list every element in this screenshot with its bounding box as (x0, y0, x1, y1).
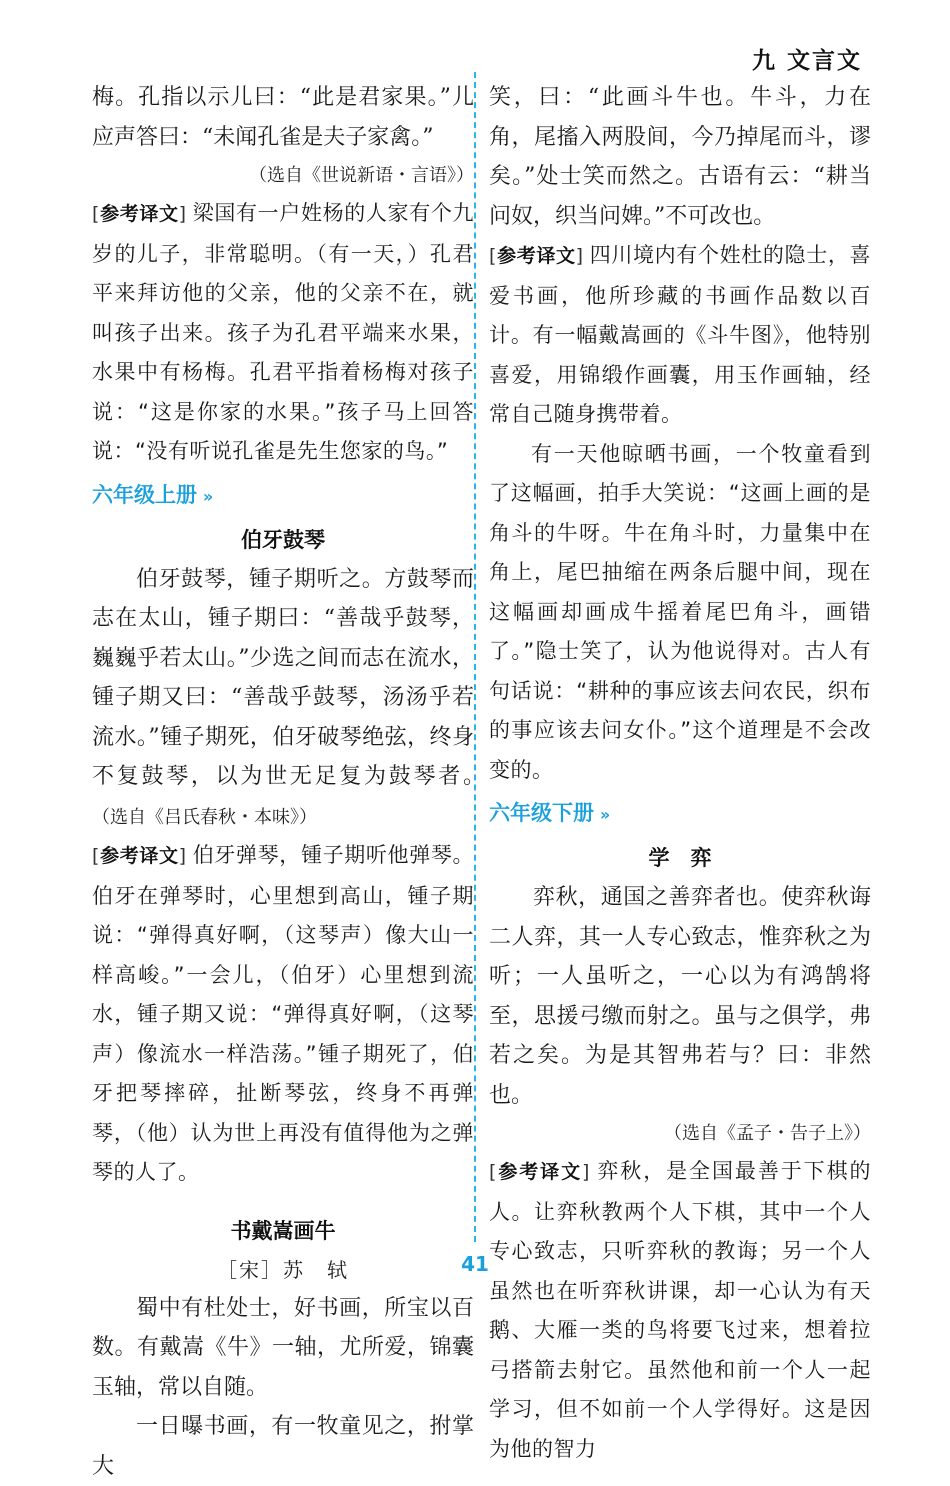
chapter-header: 九 文言文 (751, 48, 862, 74)
article-title: 书戴嵩画牛 (230, 1218, 336, 1243)
page-number: 41 (461, 1252, 489, 1276)
reference-translation-label: [参考译文] (92, 845, 187, 867)
reference-translation-label: [参考译文] (489, 1161, 590, 1183)
source-citation: （选自《世说新语・言语》） (249, 165, 474, 186)
translation-paragraph: [参考译文] 弈秋，是全国最善于下棋的人。让弈秋教两个人下棋，其中一个人专心致志，只听弈秋的教诲；另一个人虽然也在听弈秋讲课，却一心认为有天鹅、大雁一类的鸟将要飞过来，想着拉弓搭箭去射它。虽然他和前一个人一起学习，但不如前一个人学得好。这是因为他的智力 (489, 1159, 871, 1461)
text-paragraph: 一日曝书画，有一牧童见之，拊掌大 (92, 1414, 474, 1479)
author-line: ［宋］苏 轼 (217, 1257, 349, 1282)
translation-paragraph: 有一天他晾晒书画，一个牧童看到了这幅画，拍手大笑说：“这画上画的是角斗的牛呀。牛在角斗时，力量集中在角上，尾巴抽缩在两条后腿中间，现在这幅画却画成牛摇着尾巴角斗，画错了。”隐士笑了，认为他说得对。古人有句话说：“耕种的事应该去问农民，织布的事应该去问女仆。”这个道理是不会改变的。 (489, 441, 871, 782)
translation-paragraph: [参考译文] 梁国有一户姓杨的人家有个九岁的儿子，非常聪明。（有一天，）孔君平来拜访他的父亲，他的父亲不在，就叫孩子出来。孩子为孔君平端来水果，水果中有杨梅。孔君平指着杨梅对孩子说：“这是你家的水果。”孩子马上回答说：“没有听说孔雀是先生您家的鸟。” (92, 201, 474, 463)
double-chevron-icon: ›› (203, 486, 211, 506)
translation-paragraph: [参考译文] 四川境内有个姓杜的隐士，喜爱书画，他所珍藏的书画作品数以百计。有一幅戴嵩画的《斗牛图》，他特别喜爱，用锦缎作画囊，用玉作画轴，经常自己随身携带着。 (489, 243, 871, 426)
text-paragraph: 梅。孔指以示儿曰：“此是君家果。”儿应声答曰：“未闻孔雀是夫子家禽。” (92, 85, 474, 150)
reference-translation-label: [参考译文] (489, 245, 584, 267)
text-paragraph: 笑，曰：“此画斗牛也。牛斗，力在角，尾搐入两股间，今乃掉尾而斗，谬矣。”处士笑而然之。古语有云：“耕当问奴，织当问婢。”不可改也。 (489, 85, 871, 229)
article-title: 学 弈 (648, 846, 712, 870)
source-citation: （选自《孟子・告子上》） (664, 1123, 871, 1144)
text-paragraph: 弈秋，通国之善弈者也。使弈秋诲二人弈，其一人专心致志，惟弈秋之为听；一人虽听之，一心以为有鸿鹄将至，思援弓缴而射之。虽与之俱学，弗若之矣。为是其智弗若与？曰：非然也。 (489, 885, 871, 1108)
double-chevron-icon: ›› (600, 805, 608, 824)
translation-paragraph: [参考译文] 伯牙弹琴，锺子期听他弹琴。伯牙在弹琴时，心里想到高山，锺子期说：“弹得真好啊，（这琴声）像大山一样高峻。”一会儿，（伯牙）心里想到流水，锺子期又说：“弹得真好啊，（这琴声）像流水一样浩荡。”锺子期死了，伯牙把琴摔碎，扯断琴弦，终身不再弹琴，（他）认为世上再没有值得他为之弹琴的人了。 (92, 843, 474, 1184)
grade-heading: 六年级下册 ›› (489, 801, 608, 825)
column-divider (474, 72, 476, 1242)
grade-heading: 六年级上册 ›› (92, 482, 211, 507)
text-paragraph: 蜀中有杜处士，好书画，所宝以百数。有戴嵩《牛》一轴，尤所爱，锦囊玉轴，常以自随。 (92, 1295, 474, 1400)
source-citation: （选自《吕氏春秋・本味》） (92, 806, 317, 828)
text-paragraph: 伯牙鼓琴，锺子期听之。方鼓琴而志在太山，锺子期曰：“善哉乎鼓琴，巍巍乎若太山。”少选之间而志在流水，锺子期又曰：“善哉乎鼓琴，汤汤乎若流水。”锺子期死，伯牙破琴绝弦，终身不复鼓琴，以为世无足复为鼓琴者。 （选自《吕氏春秋・本味》） (92, 566, 474, 828)
reference-translation-label: [参考译文] (92, 203, 187, 225)
article-title: 伯牙鼓琴 (241, 527, 325, 552)
